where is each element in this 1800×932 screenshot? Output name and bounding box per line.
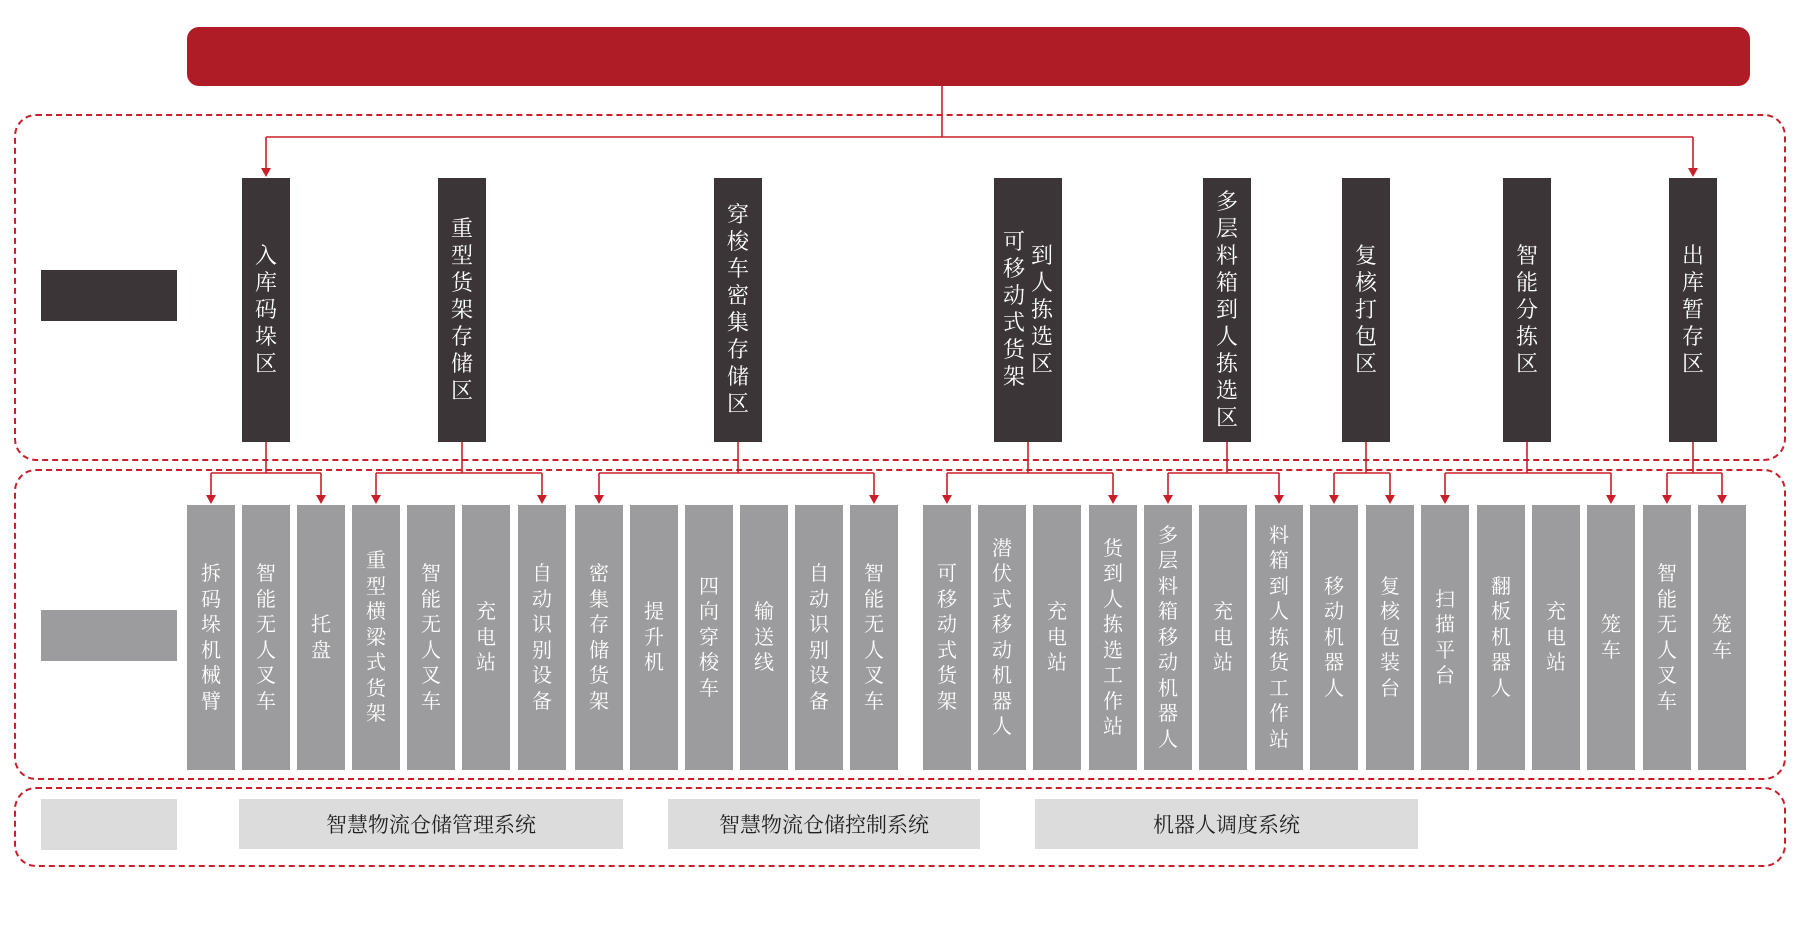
zone-label — [1003, 229, 1025, 391]
zone-label-char: 选 — [1031, 324, 1054, 350]
equipment-label-char: 备 — [809, 688, 829, 713]
equipment-label-char: 充 — [1047, 599, 1067, 624]
equipment-label-char: 设 — [809, 663, 829, 687]
zone-label-char: 型 — [450, 243, 473, 269]
equipment-label-char: 人 — [1158, 726, 1178, 751]
zone-label-char: 区 — [726, 392, 749, 417]
equipment-label-char: 人 — [421, 637, 441, 662]
equipment-label-char: 拣 — [1269, 624, 1289, 649]
equipment-label-char: 动 — [809, 586, 829, 611]
equipment-item — [1089, 505, 1137, 770]
equipment-label-char: 智 — [421, 561, 441, 585]
zone-label — [1682, 243, 1704, 378]
equipment-label-char: 叉 — [1657, 663, 1677, 687]
zone-box — [714, 178, 762, 442]
zone-label-char: 拣 — [1515, 324, 1538, 350]
equipment-label-char: 工 — [1269, 675, 1289, 700]
equipment-label-char: 叉 — [421, 663, 441, 687]
zone-label-char: 层 — [1215, 216, 1238, 242]
zone-label-char: 库 — [254, 270, 277, 296]
zone-label-char: 车 — [726, 257, 749, 282]
equipment-label-char: 智 — [1657, 561, 1677, 585]
equipment-item — [407, 505, 455, 770]
diagram-title — [187, 27, 1750, 86]
equipment-label-char: 无 — [421, 612, 441, 636]
equipment-label-char: 料 — [1269, 522, 1289, 547]
zone-label-char: 库 — [1681, 270, 1704, 296]
zone-label-char: 拣 — [1031, 297, 1054, 323]
zone-label — [1216, 189, 1238, 432]
equipment-label-char: 电 — [476, 624, 496, 649]
zone-label-char: 区 — [1215, 405, 1238, 431]
equipment-label-char: 电 — [1213, 624, 1233, 649]
equipment-label-char: 箱 — [1158, 599, 1178, 624]
resource-system: 智慧物流仓储控制系统 — [668, 799, 980, 849]
equipment-label-char: 无 — [864, 612, 884, 636]
equipment-label-char: 拣 — [1103, 612, 1123, 636]
zone-box — [994, 178, 1062, 442]
equipment-label-char: 器 — [1158, 701, 1178, 726]
equipment-label-char: 能 — [1657, 586, 1677, 611]
equipment-label-char: 电 — [1047, 624, 1067, 649]
equipment-label-char: 梭 — [699, 650, 719, 675]
zone-label-char: 拣 — [1215, 351, 1238, 377]
equipment-label-char: 动 — [1324, 599, 1344, 624]
equipment-item — [1477, 505, 1525, 770]
zone-label-char: 式 — [1002, 311, 1025, 336]
zone-label-char: 货 — [450, 270, 473, 296]
zone-label — [727, 202, 749, 418]
equipment-item — [978, 505, 1026, 770]
equipment-label-char: 充 — [1213, 599, 1233, 624]
zone-box — [1342, 178, 1390, 442]
equipment-label-char: 车 — [1712, 637, 1732, 662]
equipment-label-char: 识 — [809, 612, 829, 636]
zone-label-char: 人 — [1031, 270, 1054, 296]
zone-label-char: 区 — [1681, 351, 1704, 377]
equipment-label-char: 横 — [366, 599, 386, 624]
zone-label-char: 分 — [1515, 297, 1538, 323]
zone-label-char: 核 — [1354, 270, 1377, 296]
zone-label-char: 出 — [1681, 243, 1704, 269]
equipment-label-char: 站 — [1213, 650, 1233, 675]
equipment-label-char: 台 — [1380, 675, 1400, 700]
equipment-label-char: 复 — [1380, 573, 1400, 598]
equipment-label-char: 包 — [1380, 624, 1400, 649]
zone-box — [242, 178, 290, 442]
zone-box — [438, 178, 486, 442]
equipment-label-char: 人 — [256, 637, 276, 662]
equipment-label-char: 车 — [1601, 637, 1621, 662]
zone-label-char: 区 — [254, 351, 277, 377]
equipment-layer-label — [41, 610, 177, 661]
equipment-item — [850, 505, 898, 770]
equipment-label-char: 提 — [644, 599, 664, 624]
equipment-label-char: 动 — [532, 586, 552, 611]
equipment-item — [1199, 505, 1247, 770]
equipment-label-char: 层 — [1158, 548, 1178, 573]
equipment-label-char: 车 — [256, 688, 276, 713]
zone-label-char: 区 — [450, 378, 473, 404]
equipment-label-char: 人 — [992, 714, 1012, 738]
equipment-label-char: 存 — [589, 612, 609, 636]
equipment-item — [1033, 505, 1081, 770]
equipment-label-char: 无 — [256, 612, 276, 636]
equipment-label-char: 托 — [311, 612, 331, 636]
equipment-item — [1144, 505, 1192, 770]
equipment-label-char: 移 — [992, 612, 1012, 636]
equipment-label-char: 动 — [937, 612, 957, 636]
zone-label — [255, 243, 277, 378]
zone-label-char: 人 — [1215, 324, 1238, 350]
equipment-label-char: 设 — [532, 663, 552, 687]
equipment-label-char: 人 — [1103, 586, 1123, 611]
equipment-label-char: 工 — [1103, 663, 1123, 687]
zone-label-char: 存 — [1681, 324, 1704, 350]
equipment-label-char: 移 — [1324, 573, 1344, 598]
resource-layer-label — [41, 799, 177, 850]
zone-label — [1031, 243, 1053, 378]
equipment-label-char: 作 — [1103, 688, 1123, 713]
zone-label — [451, 216, 473, 405]
equipment-label-char: 器 — [1324, 650, 1344, 675]
zone-box — [1203, 178, 1251, 442]
zone-label — [1516, 243, 1538, 378]
equipment-label-char: 密 — [589, 561, 609, 585]
zone-label-char: 选 — [1215, 378, 1238, 404]
equipment-label-char: 别 — [532, 637, 552, 662]
equipment-label-char: 架 — [366, 701, 386, 726]
equipment-item — [795, 505, 843, 770]
equipment-item — [187, 505, 235, 770]
equipment-label-char: 动 — [992, 637, 1012, 662]
equipment-label-char: 站 — [1047, 650, 1067, 675]
equipment-label-char: 装 — [1380, 650, 1400, 675]
equipment-item — [685, 505, 733, 770]
equipment-label-char: 站 — [1269, 726, 1289, 751]
equipment-item — [923, 505, 971, 770]
equipment-label-char: 货 — [366, 675, 386, 700]
zone-label-char: 码 — [254, 297, 277, 323]
equipment-label-char: 器 — [992, 688, 1012, 713]
equipment-label-char: 智 — [864, 561, 884, 585]
equipment-label-char: 车 — [421, 688, 441, 713]
equipment-item — [1310, 505, 1358, 770]
equipment-item — [297, 505, 345, 770]
zone-label-char: 垛 — [254, 324, 277, 350]
equipment-label-char: 梁 — [366, 624, 386, 649]
equipment-label-char: 机 — [1324, 624, 1344, 649]
equipment-label-char: 人 — [1269, 599, 1289, 624]
equipment-label-char: 箱 — [1269, 548, 1289, 573]
zone-label-char: 能 — [1515, 270, 1538, 296]
zone-label-char: 料 — [1215, 243, 1238, 269]
equipment-label-char: 线 — [754, 650, 774, 675]
equipment-label-char: 人 — [1491, 675, 1511, 700]
equipment-label-char: 式 — [937, 637, 957, 662]
equipment-label-char: 机 — [992, 663, 1012, 687]
equipment-label-char: 充 — [476, 599, 496, 624]
zone-label-char: 梭 — [726, 230, 749, 255]
equipment-label-char: 械 — [201, 663, 221, 687]
zone-label-char: 入 — [254, 243, 277, 269]
zone-label-char: 货 — [1002, 338, 1025, 363]
zone-label-char: 存 — [450, 324, 473, 350]
equipment-label-char: 多 — [1158, 522, 1178, 547]
equipment-label-char: 站 — [1546, 650, 1566, 675]
zone-label — [1355, 243, 1377, 378]
equipment-label-char: 型 — [366, 573, 386, 598]
zone-label-char: 暂 — [1681, 297, 1704, 323]
zone-label-char: 动 — [1002, 284, 1025, 309]
zone-label-char: 到 — [1031, 243, 1054, 269]
equipment-label-char: 移 — [937, 586, 957, 611]
zone-label-char: 密 — [726, 284, 749, 309]
equipment-label-char: 智 — [256, 561, 276, 585]
equipment-label-char: 移 — [1158, 624, 1178, 649]
equipment-label-char: 伏 — [992, 561, 1012, 585]
equipment-label-char: 人 — [1657, 637, 1677, 662]
equipment-item — [1643, 505, 1691, 770]
equipment-label-char: 穿 — [699, 624, 719, 649]
equipment-label-char: 笼 — [1601, 612, 1621, 636]
equipment-label-char: 集 — [589, 586, 609, 611]
equipment-label-char: 车 — [864, 688, 884, 713]
equipment-item — [1587, 505, 1635, 770]
equipment-label-char: 到 — [1269, 573, 1289, 598]
equipment-label-char: 架 — [937, 688, 957, 713]
equipment-label-char: 车 — [1657, 688, 1677, 713]
equipment-label-char: 能 — [864, 586, 884, 611]
zone-label-char: 移 — [1002, 257, 1025, 282]
zone-label-char: 重 — [450, 216, 473, 242]
resource-system: 机器人调度系统 — [1035, 799, 1418, 849]
equipment-label-char: 式 — [366, 650, 386, 675]
equipment-label-char: 人 — [864, 637, 884, 662]
equipment-label-char: 电 — [1546, 624, 1566, 649]
equipment-label-char: 送 — [754, 624, 774, 649]
zone-box — [1503, 178, 1551, 442]
equipment-item — [1255, 505, 1303, 770]
zone-label-char: 存 — [726, 338, 749, 363]
equipment-label-char: 到 — [1103, 561, 1123, 585]
equipment-label-char: 站 — [476, 650, 496, 675]
zone-label-char: 区 — [1031, 351, 1054, 377]
equipment-label-char: 货 — [1103, 535, 1123, 560]
zone-label-char: 穿 — [726, 203, 749, 228]
equipment-label-char: 架 — [589, 688, 609, 713]
equipment-label-char: 无 — [1657, 612, 1677, 636]
equipment-label-char: 机 — [644, 650, 664, 675]
equipment-label-char: 叉 — [864, 663, 884, 687]
equipment-label-char: 垛 — [201, 612, 221, 636]
equipment-label-char: 笼 — [1712, 612, 1732, 636]
equipment-label-char: 可 — [937, 561, 957, 585]
equipment-label-char: 站 — [1103, 714, 1123, 738]
zone-label-char: 可 — [1002, 230, 1025, 255]
zone-label-char: 箱 — [1215, 270, 1238, 296]
equipment-label-char: 充 — [1546, 599, 1566, 624]
equipment-label-char: 拆 — [201, 561, 221, 585]
equipment-item — [740, 505, 788, 770]
equipment-label-char: 核 — [1380, 599, 1400, 624]
equipment-label-char: 描 — [1435, 612, 1455, 636]
equipment-label-char: 别 — [809, 637, 829, 662]
equipment-item — [1532, 505, 1580, 770]
equipment-label-char: 能 — [256, 586, 276, 611]
zone-label-char: 架 — [1002, 365, 1025, 390]
equipment-label-char: 自 — [809, 561, 829, 585]
equipment-item — [1698, 505, 1746, 770]
zone-label-char: 区 — [1354, 351, 1377, 377]
equipment-label-char: 机 — [1158, 675, 1178, 700]
equipment-label-char: 盘 — [311, 637, 331, 662]
equipment-label-char: 平 — [1435, 637, 1455, 662]
equipment-label-char: 翻 — [1491, 573, 1511, 598]
zone-label-char: 打 — [1354, 297, 1377, 323]
equipment-item — [462, 505, 510, 770]
equipment-label-char: 识 — [532, 612, 552, 636]
equipment-label-char: 扫 — [1435, 586, 1455, 611]
equipment-label-char: 自 — [532, 561, 552, 585]
equipment-label-char: 选 — [1103, 637, 1123, 662]
equipment-item — [1366, 505, 1414, 770]
equipment-label-char: 料 — [1158, 573, 1178, 598]
equipment-item — [575, 505, 623, 770]
equipment-label-char: 式 — [992, 586, 1012, 611]
zone-label-char: 集 — [726, 311, 749, 336]
equipment-label-char: 叉 — [256, 663, 276, 687]
equipment-label-char: 潜 — [992, 535, 1012, 560]
equipment-item — [630, 505, 678, 770]
zone-label-char: 多 — [1215, 189, 1238, 215]
equipment-label-char: 机 — [201, 637, 221, 662]
equipment-label-char: 货 — [1269, 650, 1289, 675]
equipment-label-char: 升 — [644, 624, 664, 649]
resource-system: 智慧物流仓储管理系统 — [239, 799, 623, 849]
zone-label-char: 到 — [1215, 297, 1238, 323]
equipment-label-char: 备 — [532, 688, 552, 713]
zone-label-char: 储 — [450, 351, 473, 377]
equipment-label-char: 动 — [1158, 650, 1178, 675]
equipment-item — [352, 505, 400, 770]
equipment-label-char: 码 — [201, 586, 221, 611]
zone-label-char: 包 — [1354, 324, 1377, 350]
equipment-label-char: 向 — [699, 599, 719, 624]
equipment-label-char: 板 — [1491, 599, 1511, 624]
equipment-label-char: 四 — [699, 573, 719, 598]
equipment-label-char: 货 — [589, 663, 609, 687]
equipment-label-char: 作 — [1269, 701, 1289, 726]
equipment-label-char: 人 — [1324, 675, 1344, 700]
zone-label-char: 储 — [726, 365, 749, 390]
equipment-label-char: 能 — [421, 586, 441, 611]
equipment-label-char: 机 — [1491, 624, 1511, 649]
equipment-label-char: 臂 — [201, 688, 221, 713]
equipment-label-char: 重 — [366, 548, 386, 573]
zone-label-char: 架 — [450, 297, 473, 323]
zone-box — [1669, 178, 1717, 442]
zone-label-char: 区 — [1515, 351, 1538, 377]
equipment-label-char: 输 — [754, 599, 774, 624]
equipment-label-char: 储 — [589, 637, 609, 662]
equipment-label-char: 车 — [699, 675, 719, 700]
equipment-item — [242, 505, 290, 770]
equipment-item — [518, 505, 566, 770]
equipment-label-char: 台 — [1435, 663, 1455, 687]
zone-label-char: 复 — [1354, 243, 1377, 269]
equipment-label-char: 器 — [1491, 650, 1511, 675]
zone-layer-label — [41, 270, 177, 321]
zone-label-char: 智 — [1515, 243, 1538, 269]
equipment-label-char: 货 — [937, 663, 957, 687]
equipment-item — [1421, 505, 1469, 770]
